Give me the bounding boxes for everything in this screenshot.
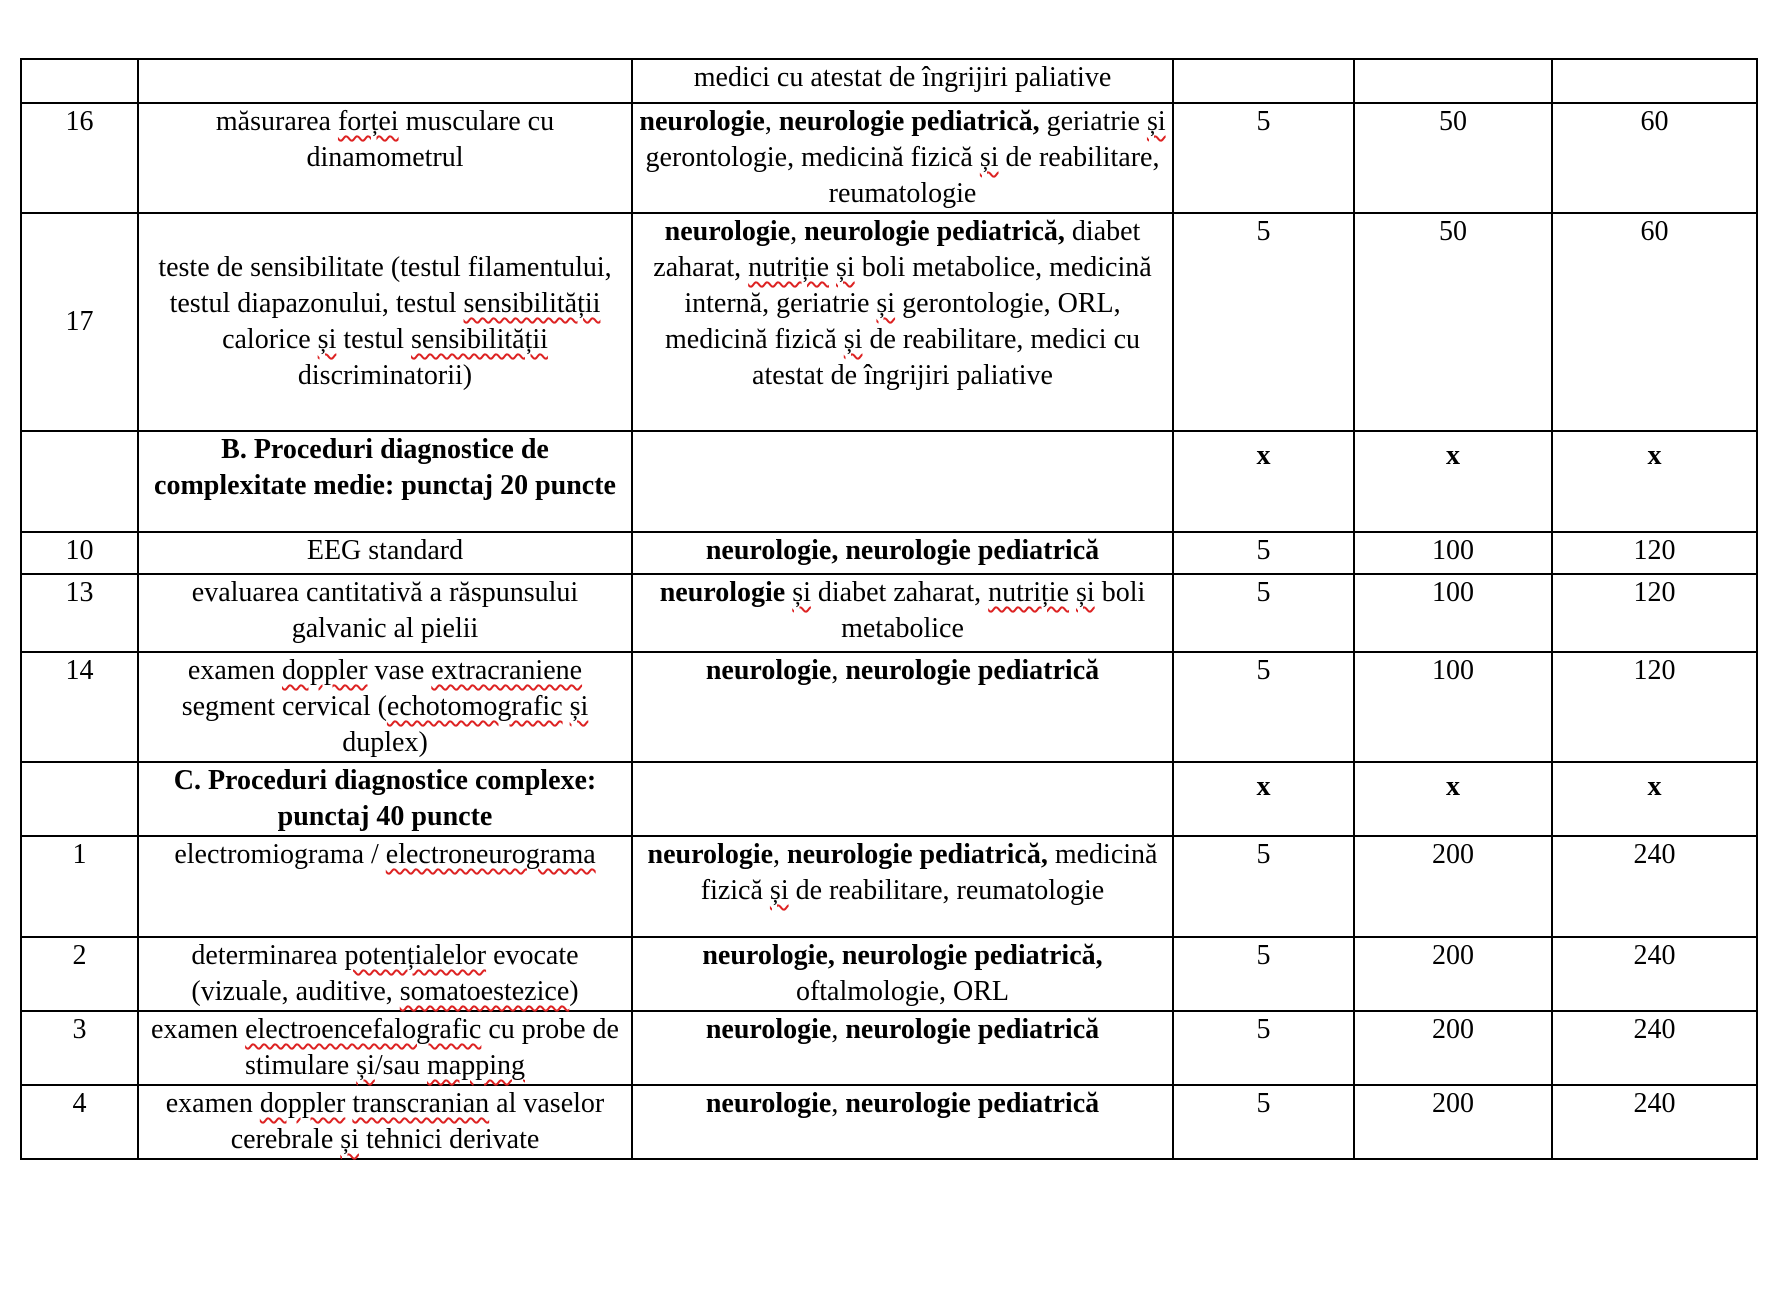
- spellcheck-underline: nutriție: [748, 252, 829, 283]
- spellcheck-underline: și: [340, 1124, 359, 1155]
- value-cell-3: 240: [1552, 1011, 1757, 1085]
- procedure-cell: [138, 59, 632, 103]
- spellcheck-underline: electroneurograma: [385, 839, 596, 870]
- spellcheck-underline: și: [979, 142, 999, 173]
- procedure-cell: determinarea potențialelor evocate (vizuale, auditive, somatoestezice): [138, 937, 632, 1011]
- spellcheck-underline: și: [792, 577, 811, 608]
- spellcheck-underline: și: [317, 324, 337, 355]
- table-row: [21, 762, 1757, 836]
- table-body: [21, 59, 1757, 1159]
- value-cell-1: 5: [1173, 574, 1354, 652]
- specialty-cell: [632, 652, 1173, 762]
- value-cell-2: 100: [1354, 574, 1552, 652]
- table-row: [21, 213, 1757, 431]
- specialty-text: diabet zaharat, nutriție și boli metabolice, medicină internă, geriatrie și gerontologie, ORL, medicină fizică și de reabilitare, medici cu atestat de îngrijiri paliative: [653, 216, 1152, 391]
- specialty-text: ,: [831, 1088, 846, 1119]
- spellcheck-underline: potențialelor: [344, 940, 487, 971]
- spellcheck-underline: echotomografic: [386, 691, 563, 722]
- specialty-cell: [632, 836, 1173, 937]
- specialty-bold-text: neurologie pediatrică: [845, 1014, 1100, 1045]
- value-cell-1: 5: [1173, 1085, 1354, 1159]
- specialty-bold-text: neurologie pediatrică: [845, 1088, 1100, 1119]
- value-cell-2: x: [1354, 431, 1552, 532]
- specialty-cell: [632, 431, 1173, 532]
- table-row: [21, 532, 1757, 574]
- procedure-cell: măsurarea forței musculare cu dinamometrul: [138, 103, 632, 213]
- specialty-text: ,: [764, 106, 779, 137]
- spellcheck-underline: forței: [337, 106, 399, 137]
- row-number-cell: [21, 59, 138, 103]
- value-cell-1: 5: [1173, 836, 1354, 937]
- value-cell-3: 120: [1552, 532, 1757, 574]
- value-cell-2: 200: [1354, 836, 1552, 937]
- procedure-cell: examen doppler vase extracraniene segment cervical (echotomografic și duplex): [138, 652, 632, 762]
- procedure-cell: electromiograma / electroneurograma: [138, 836, 632, 937]
- spellcheck-underline: sensibilității: [463, 288, 601, 319]
- table-row: [21, 103, 1757, 213]
- spellcheck-underline: sensibilității: [411, 324, 548, 355]
- value-cell-3: [1552, 59, 1757, 103]
- specialty-cell: [632, 103, 1173, 213]
- specialty-cell: [632, 937, 1173, 1011]
- value-cell-1: 5: [1173, 1011, 1354, 1085]
- spellcheck-underline: și: [569, 691, 589, 722]
- value-cell-2: 200: [1354, 1011, 1552, 1085]
- specialty-bold-text: neurologie: [705, 1088, 832, 1119]
- spellcheck-underline: și: [876, 288, 896, 319]
- value-cell-1: [1173, 59, 1354, 103]
- table-row: [21, 1085, 1757, 1159]
- specialty-text: medicină fizică și de reabilitare, reumatologie: [700, 839, 1158, 906]
- specialty-text: oftalmologie, ORL: [795, 976, 1010, 1007]
- value-cell-2: 50: [1354, 103, 1552, 213]
- procedure-cell: B. Proceduri diagnostice de complexitate medie: punctaj 20 puncte: [138, 431, 632, 532]
- value-cell-3: x: [1552, 431, 1757, 532]
- row-number-cell: 13: [21, 574, 138, 652]
- procedure-cell: examen doppler transcranian al vaselor cerebrale și tehnici derivate: [138, 1085, 632, 1159]
- table-row: [21, 1011, 1757, 1085]
- specialty-cell: [632, 1011, 1173, 1085]
- specialty-bold-text: neurologie: [664, 216, 791, 247]
- spellcheck-underline: doppler: [281, 655, 368, 686]
- procedure-cell: examen electroencefalografic cu probe de stimulare și/sau mapping: [138, 1011, 632, 1085]
- value-cell-2: 200: [1354, 937, 1552, 1011]
- spellcheck-underline: nutriție: [988, 577, 1070, 608]
- specialty-text: ,: [831, 655, 846, 686]
- specialty-bold-text: neurologie: [705, 655, 832, 686]
- row-number-cell: [21, 431, 138, 532]
- specialty-text: medici cu atestat de îngrijiri paliative: [693, 62, 1112, 93]
- spellcheck-underline: și: [356, 1050, 375, 1081]
- specialty-text: ,: [790, 216, 805, 247]
- table-row: [21, 836, 1757, 937]
- row-number-cell: 17: [21, 213, 138, 431]
- procedure-cell: C. Proceduri diagnostice complexe: punctaj 40 puncte: [138, 762, 632, 836]
- spellcheck-underline: electroencefalografic: [245, 1014, 482, 1045]
- specialty-bold-text: neurologie, neurologie pediatrică,: [702, 940, 1103, 971]
- value-cell-1: 5: [1173, 532, 1354, 574]
- spellcheck-underline: și: [1076, 577, 1095, 608]
- specialty-cell: [632, 59, 1173, 103]
- value-cell-2: 100: [1354, 652, 1552, 762]
- row-number-cell: 14: [21, 652, 138, 762]
- value-cell-1: 5: [1173, 652, 1354, 762]
- value-cell-1: x: [1173, 762, 1354, 836]
- value-cell-2: [1354, 59, 1552, 103]
- specialty-cell: [632, 762, 1173, 836]
- procedure-cell: teste de sensibilitate (testul filamentului, testul diapazonului, testul sensibilității calorice și testul sensibilității discriminatorii): [138, 213, 632, 431]
- table-row: [21, 652, 1757, 762]
- value-cell-3: 240: [1552, 836, 1757, 937]
- value-cell-1: 5: [1173, 213, 1354, 431]
- value-cell-3: 120: [1552, 574, 1757, 652]
- value-cell-2: 50: [1354, 213, 1552, 431]
- value-cell-1: 5: [1173, 103, 1354, 213]
- spellcheck-underline: doppler: [259, 1088, 346, 1119]
- value-cell-3: 60: [1552, 213, 1757, 431]
- row-number-cell: 1: [21, 836, 138, 937]
- specialty-cell: [632, 213, 1173, 431]
- value-cell-3: 240: [1552, 937, 1757, 1011]
- specialty-bold-text: neurologie: [705, 1014, 832, 1045]
- specialty-cell: [632, 574, 1173, 652]
- specialty-text: ,: [831, 1014, 846, 1045]
- spellcheck-underline: și: [1146, 106, 1166, 137]
- value-cell-1: x: [1173, 431, 1354, 532]
- row-number-cell: 2: [21, 937, 138, 1011]
- value-cell-2: 200: [1354, 1085, 1552, 1159]
- spellcheck-underline: și: [769, 875, 789, 906]
- row-number-cell: 3: [21, 1011, 138, 1085]
- value-cell-1: 5: [1173, 937, 1354, 1011]
- specialty-bold-text: neurologie: [659, 577, 786, 608]
- row-number-cell: 16: [21, 103, 138, 213]
- spellcheck-underline: și: [843, 324, 863, 355]
- value-cell-2: 100: [1354, 532, 1552, 574]
- value-cell-2: x: [1354, 762, 1552, 836]
- specialty-bold-text: neurologie pediatrică,: [804, 216, 1065, 247]
- specialty-bold-text: neurologie: [647, 839, 774, 870]
- specialty-bold-text: neurologie pediatrică: [845, 655, 1100, 686]
- spellcheck-underline: transcranian: [352, 1088, 490, 1119]
- specialty-text: ,: [773, 839, 788, 870]
- specialty-cell: [632, 532, 1173, 574]
- value-cell-3: 240: [1552, 1085, 1757, 1159]
- value-cell-3: x: [1552, 762, 1757, 836]
- spellcheck-underline: mapping: [427, 1050, 525, 1081]
- value-cell-3: 60: [1552, 103, 1757, 213]
- specialty-bold-text: neurologie, neurologie pediatrică: [705, 535, 1100, 566]
- specialty-bold-text: neurologie pediatrică,: [787, 839, 1048, 870]
- spellcheck-underline: somatoestezice: [399, 976, 570, 1007]
- table-row: [21, 59, 1757, 103]
- specialty-bold-text: neurologie: [639, 106, 765, 137]
- spellcheck-underline: extracraniene: [431, 655, 583, 686]
- procedure-cell: EEG standard: [138, 532, 632, 574]
- row-number-cell: 10: [21, 532, 138, 574]
- specialty-bold-text: neurologie pediatrică,: [778, 106, 1040, 137]
- spellcheck-underline: și: [836, 252, 855, 283]
- row-number-cell: [21, 762, 138, 836]
- table-row: [21, 431, 1757, 532]
- value-cell-3: 120: [1552, 652, 1757, 762]
- procedure-cell: evaluarea cantitativă a răspunsului galvanic al pielii: [138, 574, 632, 652]
- table-row: [21, 937, 1757, 1011]
- specialty-text: geriatrie și gerontologie, medicină fizică și de reabilitare, reumatologie: [645, 106, 1166, 209]
- row-number-cell: 4: [21, 1085, 138, 1159]
- procedures-table: [20, 58, 1758, 1160]
- table-row: [21, 574, 1757, 652]
- specialty-text: și diabet zaharat, nutriție și boli metabolice: [792, 577, 1146, 644]
- specialty-cell: [632, 1085, 1173, 1159]
